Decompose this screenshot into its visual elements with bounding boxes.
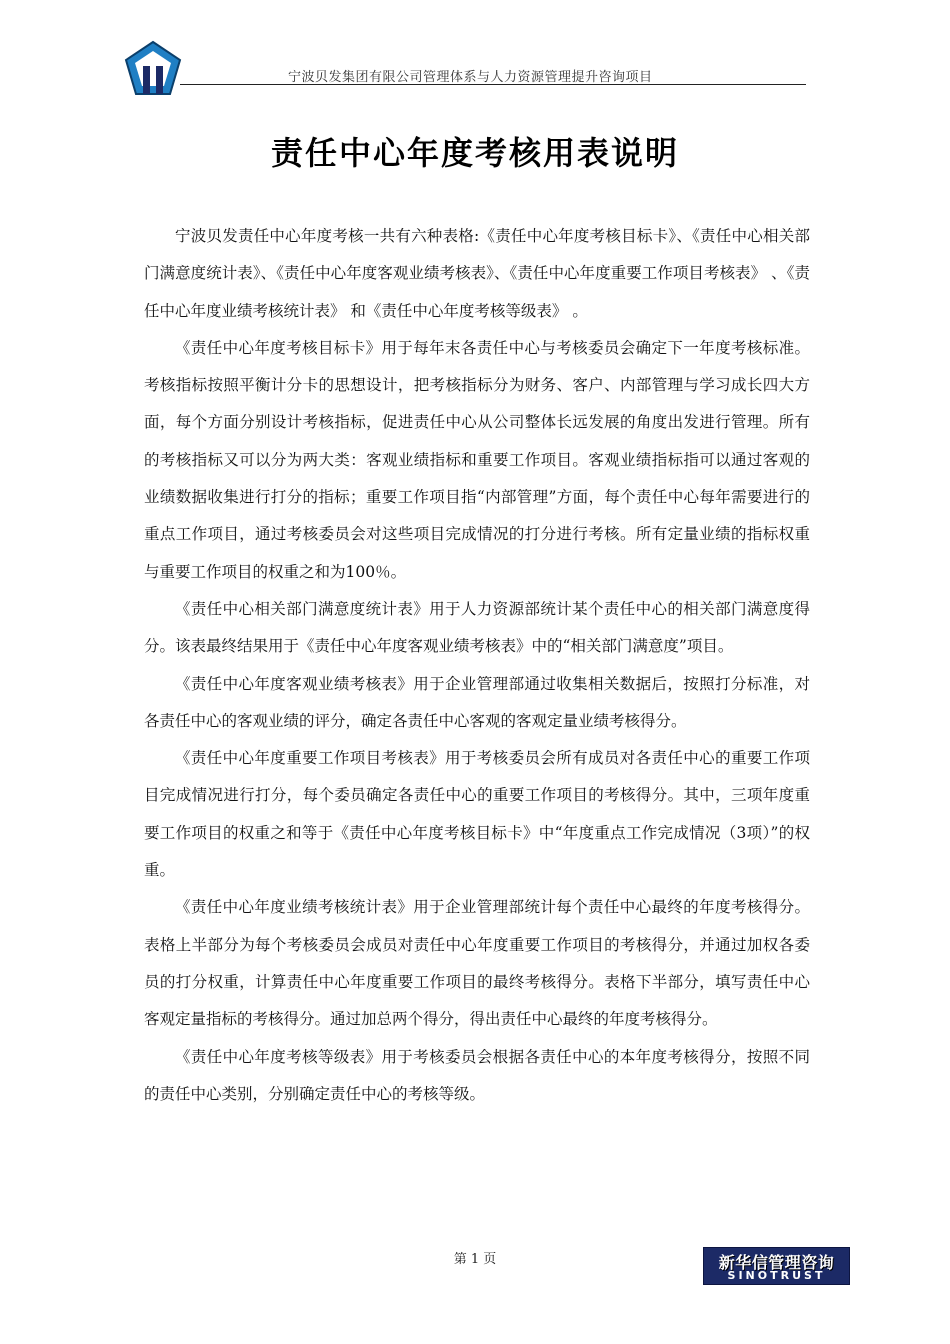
page-number: 第 1 页	[453, 1252, 497, 1267]
paragraph: 《责任中心年度考核等级表》用于考核委员会根据各责任中心的本年度考核得分，按照不同的责任中心类别，分别确定责任中心的考核等级。	[144, 1047, 810, 1103]
paragraph: 宁波贝发责任中心年度考核一共有六种表格:《责任中心年度考核目标卡》、《责任中心相关部门满意度统计表》、《责任中心年度客观业绩考核表》、《责任中心年度重要工作项目考核表》 、《责任中心年度业绩考核统计表》 和《责任中心年度考核等级表》 。	[144, 227, 810, 320]
paragraph: 《责任中心年度考核目标卡》用于每年末各责任中心与考核委员会确定下一年度考核标准。考核指标按照平衡计分卡的思想设计，把考核指标分为财务、客户、内部管理与学习成长四大方面，每个方面分别设计考核指标，促进责任中心从公司整体长远发展的角度出发进行管理。所有的考核指标又可以分为两大类：客观业绩指标和重要工作项目。客观业绩指标指可以通过客观的业绩数据收集进行打分的指标；重要工作项目指“内部管理”方面，每个责任中心每年需要进行的重点工作项目，通过考核委员会对这些项目完成情况的打分进行考核。所有定量业绩的指标权重与重要工作项目的权重之和为100％。	[144, 338, 810, 581]
header-project-title: 宁波贝发集团有限公司管理体系与人力资源管理提升咨询项目	[288, 70, 653, 85]
page-title: 责任中心年度考核用表说明	[270, 134, 679, 172]
brand-name-en: SINOTRUST	[727, 1269, 826, 1282]
house-logo-icon	[124, 40, 182, 96]
brand-name-cn: 新华信管理咨询	[718, 1253, 835, 1272]
paragraph: 《责任中心年度客观业绩考核表》用于企业管理部通过收集相关数据后，按照打分标准，对各责任中心的客观业绩的评分，确定各责任中心客观的客观定量业绩考核得分。	[144, 674, 810, 730]
paragraph: 《责任中心年度业绩考核统计表》用于企业管理部统计每个责任中心最终的年度考核得分。表格上半部分为每个考核委员会成员对责任中心年度重要工作项目的考核得分，并通过加权各委员的打分权重，计算责任中心年度重要工作项目的最终考核得分。表格下半部分，填写责任中心客观定量指标的考核得分。通过加总两个得分，得出责任中心最终的年度考核得分。	[144, 898, 810, 1029]
sinotrust-logo	[703, 1247, 850, 1285]
paragraph: 《责任中心年度重要工作项目考核表》用于考核委员会所有成员对各责任中心的重要工作项目完成情况进行打分，每个委员确定各责任中心的重要工作项目的考核得分。其中，三项年度重要工作项目的权重之和等于《责任中心年度考核目标卡》中“年度重点工作完成情况（3项）”的权重。	[144, 749, 810, 880]
header-divider	[180, 84, 806, 85]
document-body	[144, 218, 810, 1113]
paragraph: 《责任中心相关部门满意度统计表》用于人力资源部统计某个责任中心的相关部门满意度得分。该表最终结果用于《责任中心年度客观业绩考核表》中的“相关部门满意度”项目。	[144, 599, 810, 656]
